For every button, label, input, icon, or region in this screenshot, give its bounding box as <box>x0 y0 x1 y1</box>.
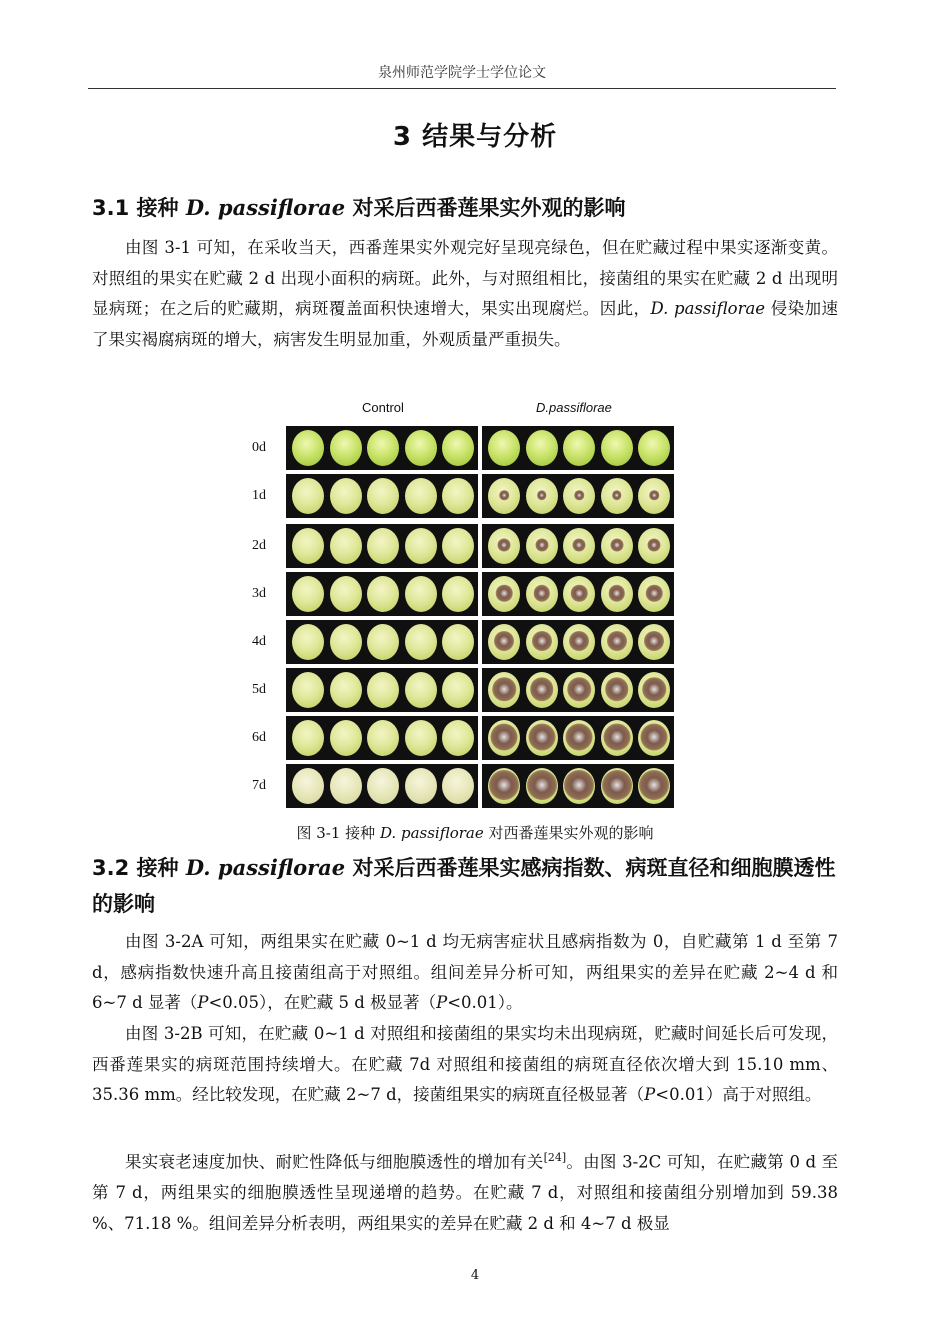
fruit-image <box>601 430 633 466</box>
lesion-spot <box>646 585 663 602</box>
lesion-spot <box>498 539 511 552</box>
fruit-image <box>292 430 324 466</box>
lesion-spot <box>564 770 594 800</box>
column-label-control: Control <box>362 400 404 415</box>
row-label: 4d <box>252 634 266 649</box>
fruit-image <box>563 528 595 564</box>
treatment-photo-2d <box>482 524 674 568</box>
fruit-image <box>638 720 670 756</box>
paragraph-text: 果实衰老速度加快、耐贮性降低与细胞膜透性的增加有关 <box>125 1152 544 1172</box>
treatment-photo-6d <box>482 716 674 760</box>
lesion-spot <box>496 585 513 602</box>
fruit-image <box>330 624 362 660</box>
control-photo-7d <box>286 764 478 808</box>
caption-text: 图 3-1 接种 <box>296 824 380 842</box>
paragraph-text: 由图 3-2A 可知，两组果实在贮藏 0~1 d 均无病害症状且感病指数为 0，自贮藏第 1 d 至第 7 d，感病指数快速升高且接菌组高于对照组。组间差异分析可知，两组果实的差异在贮藏 2~4 d 和 6~7 d 显著（ <box>92 932 838 1012</box>
fruit-image <box>405 768 437 804</box>
row-label: 5d <box>252 682 266 697</box>
fruit-image <box>405 624 437 660</box>
paragraph-lesion-diameter <box>92 1019 838 1111</box>
fruit-image <box>563 624 595 660</box>
fruit-image <box>488 478 520 514</box>
fruit-image <box>601 672 633 708</box>
row-label: 3d <box>252 586 266 601</box>
control-photo-6d <box>286 716 478 760</box>
p-symbol: P <box>197 993 209 1012</box>
control-photo-0d <box>286 426 478 470</box>
fruit-image <box>405 528 437 564</box>
lesion-spot <box>499 491 509 501</box>
page-header <box>88 58 836 89</box>
paragraph-disease-index <box>92 927 838 1019</box>
fruit-image <box>330 672 362 708</box>
species-name: D. passiflorae <box>650 299 766 318</box>
lesion-spot <box>642 678 666 702</box>
fruit-image <box>563 430 595 466</box>
lesion-spot <box>612 491 622 501</box>
lesion-spot <box>491 724 518 751</box>
fruit-image <box>367 576 399 612</box>
fruit-image <box>367 624 399 660</box>
fruit-image <box>601 624 633 660</box>
fruit-image <box>367 430 399 466</box>
fruit-image <box>526 720 558 756</box>
paragraph-text: 。由图 3-2C 可知，在贮藏第 0 d 至第 7 d，两组果实的细胞膜透性呈现递增的趋势。在贮藏 7 d，对照组和接菌组分别增加到 59.38 %、71.18 %。组间差异分析表明，两组果实的差异在贮藏 2 d 和 4~7 d 极显 <box>92 1152 839 1233</box>
paragraph-text: 由图 3-1 可知，在采收当天，西番莲果实外观完好呈现亮绿色，但在贮藏过程中果实逐渐变黄。对照组的果实在贮藏 2 d 出现小面积的病斑。此外，与对照组相比，接菌组的果实在贮藏 2 d 出现明显病斑；在之后的贮藏期，病斑覆盖面积快速增大，果实出现腐烂。因此， <box>92 238 838 318</box>
lesion-spot <box>648 539 661 552</box>
section-title-species: D. passiflorae <box>185 195 346 220</box>
lesion-spot <box>532 631 552 651</box>
lesion-spot <box>602 770 632 800</box>
section-title-3-2 <box>92 850 852 922</box>
lesion-spot <box>573 539 586 552</box>
row-label: 0d <box>252 440 266 455</box>
lesion-spot <box>574 491 584 501</box>
fruit-image <box>442 478 474 514</box>
treatment-photo-5d <box>482 668 674 712</box>
fruit-image <box>367 768 399 804</box>
control-photo-3d <box>286 572 478 616</box>
fruit-image <box>638 576 670 612</box>
fruit-image <box>488 430 520 466</box>
fruit-image <box>330 478 362 514</box>
figure-caption <box>0 822 950 843</box>
fruit-image <box>405 672 437 708</box>
caption-species: D. passiflorae <box>379 824 484 842</box>
control-photo-4d <box>286 620 478 664</box>
lesion-spot <box>566 724 593 751</box>
fruit-image <box>488 672 520 708</box>
fruit-image <box>638 528 670 564</box>
fruit-image <box>442 720 474 756</box>
row-label: 6d <box>252 730 266 745</box>
fruit-image <box>292 720 324 756</box>
fruit-image <box>367 720 399 756</box>
lesion-spot <box>639 770 669 800</box>
treatment-photo-0d <box>482 426 674 470</box>
fruit-image <box>292 624 324 660</box>
fruit-image <box>405 576 437 612</box>
fruit-image <box>442 528 474 564</box>
section-title-suffix: 对采后西番莲果实外观的影响 <box>345 196 626 220</box>
paragraph-membrane-permeability <box>92 1143 838 1239</box>
paragraph-text: <0.01）。 <box>447 993 523 1012</box>
control-photo-2d <box>286 524 478 568</box>
fruit-image <box>442 430 474 466</box>
citation-reference: [24] <box>543 1151 567 1164</box>
caption-text: 对西番莲果实外观的影响 <box>483 824 654 842</box>
lesion-spot <box>530 678 554 702</box>
page-number: 4 <box>470 1268 480 1283</box>
fruit-image <box>488 528 520 564</box>
fruit-image <box>563 720 595 756</box>
fruit-image <box>405 430 437 466</box>
fruit-image <box>292 528 324 564</box>
row-label: 2d <box>252 538 266 553</box>
fruit-image <box>330 720 362 756</box>
fruit-image <box>442 624 474 660</box>
fruit-image <box>638 672 670 708</box>
fruit-image <box>563 768 595 804</box>
header-title: 泉州师范学院学士学位论文 <box>378 65 546 81</box>
fruit-image <box>638 430 670 466</box>
fruit-image <box>330 430 362 466</box>
lesion-spot <box>569 631 589 651</box>
fruit-image <box>526 576 558 612</box>
fruit-image <box>526 624 558 660</box>
fruit-image <box>526 528 558 564</box>
fruit-image <box>405 720 437 756</box>
p-symbol: P <box>436 993 448 1012</box>
p-symbol: P <box>644 1085 656 1104</box>
lesion-spot <box>571 585 588 602</box>
lesion-spot <box>610 539 623 552</box>
lesion-spot <box>492 678 516 702</box>
fruit-image <box>292 768 324 804</box>
fruit-image <box>330 768 362 804</box>
lesion-spot <box>641 724 668 751</box>
treatment-photo-1d <box>482 474 674 518</box>
paragraph-text: 由图 3-2B 可知，在贮藏 0~1 d 对照组和接菌组的果实均未出现病斑，贮藏时间延长后可发现，西番莲果实的病斑范围持续增大。在贮藏 7d 对照组和接菌组的病斑直径依次增大到 15.10 mm、35.36 mm。经比较发现，在贮藏 2~7 d，接菌组果实的病斑直径极显著（ <box>92 1024 838 1104</box>
fruit-image <box>330 576 362 612</box>
fruit-image <box>526 672 558 708</box>
lesion-spot <box>535 539 548 552</box>
fruit-image <box>488 768 520 804</box>
lesion-spot <box>527 770 557 800</box>
section-title-prefix: 3.2 接种 <box>92 856 186 880</box>
column-label-treatment: D.passiflorae <box>536 400 612 415</box>
lesion-spot <box>567 678 591 702</box>
fruit-image <box>367 672 399 708</box>
fruit-image <box>292 478 324 514</box>
fruit-image <box>526 478 558 514</box>
fruit-image <box>367 478 399 514</box>
fruit-image <box>405 478 437 514</box>
fruit-image <box>367 528 399 564</box>
paragraph-appearance <box>92 233 838 355</box>
fruit-image <box>601 720 633 756</box>
lesion-spot <box>537 491 547 501</box>
fruit-image <box>563 478 595 514</box>
fruit-image <box>526 768 558 804</box>
section-title-species: D. passiflorae <box>185 855 346 880</box>
paragraph-text: <0.01）高于对照组。 <box>655 1085 822 1104</box>
lesion-spot <box>649 491 659 501</box>
fruit-image <box>442 768 474 804</box>
treatment-photo-7d <box>482 764 674 808</box>
lesion-spot <box>528 724 555 751</box>
fruit-image <box>330 528 362 564</box>
fruit-image <box>563 576 595 612</box>
section-title-3-1 <box>92 190 852 226</box>
control-photo-5d <box>286 668 478 712</box>
fruit-image <box>638 624 670 660</box>
figure-fruit-appearance <box>240 396 690 816</box>
control-photo-1d <box>286 474 478 518</box>
treatment-photo-3d <box>482 572 674 616</box>
fruit-image <box>292 672 324 708</box>
paragraph-text: <0.05），在贮藏 5 d 极显著（ <box>208 993 437 1012</box>
row-label: 7d <box>252 778 266 793</box>
fruit-image <box>601 768 633 804</box>
fruit-image <box>488 624 520 660</box>
fruit-image <box>638 478 670 514</box>
lesion-spot <box>605 678 629 702</box>
fruit-image <box>442 576 474 612</box>
fruit-image <box>601 576 633 612</box>
fruit-image <box>638 768 670 804</box>
section-title-suffix: 对采后西番莲果实感病指数、病斑直径和细胞膜透性的影响 <box>92 856 836 916</box>
section-title-prefix: 3.1 接种 <box>92 196 186 220</box>
fruit-image <box>442 672 474 708</box>
fruit-image <box>292 576 324 612</box>
lesion-spot <box>644 631 664 651</box>
lesion-spot <box>608 585 625 602</box>
lesion-spot <box>489 770 519 800</box>
fruit-image <box>488 576 520 612</box>
fruit-image <box>563 672 595 708</box>
row-label: 1d <box>252 488 266 503</box>
paragraph-text: 侵染加速了果实褐腐病斑的增大，病害发生明显加重，外观质量严重损失。 <box>92 299 839 349</box>
lesion-spot <box>533 585 550 602</box>
lesion-spot <box>607 631 627 651</box>
lesion-spot <box>603 724 630 751</box>
lesion-spot <box>494 631 514 651</box>
treatment-photo-4d <box>482 620 674 664</box>
chapter-title: 3 结果与分析 <box>392 122 558 152</box>
fruit-image <box>601 528 633 564</box>
fruit-image <box>601 478 633 514</box>
fruit-image <box>526 430 558 466</box>
fruit-image <box>488 720 520 756</box>
